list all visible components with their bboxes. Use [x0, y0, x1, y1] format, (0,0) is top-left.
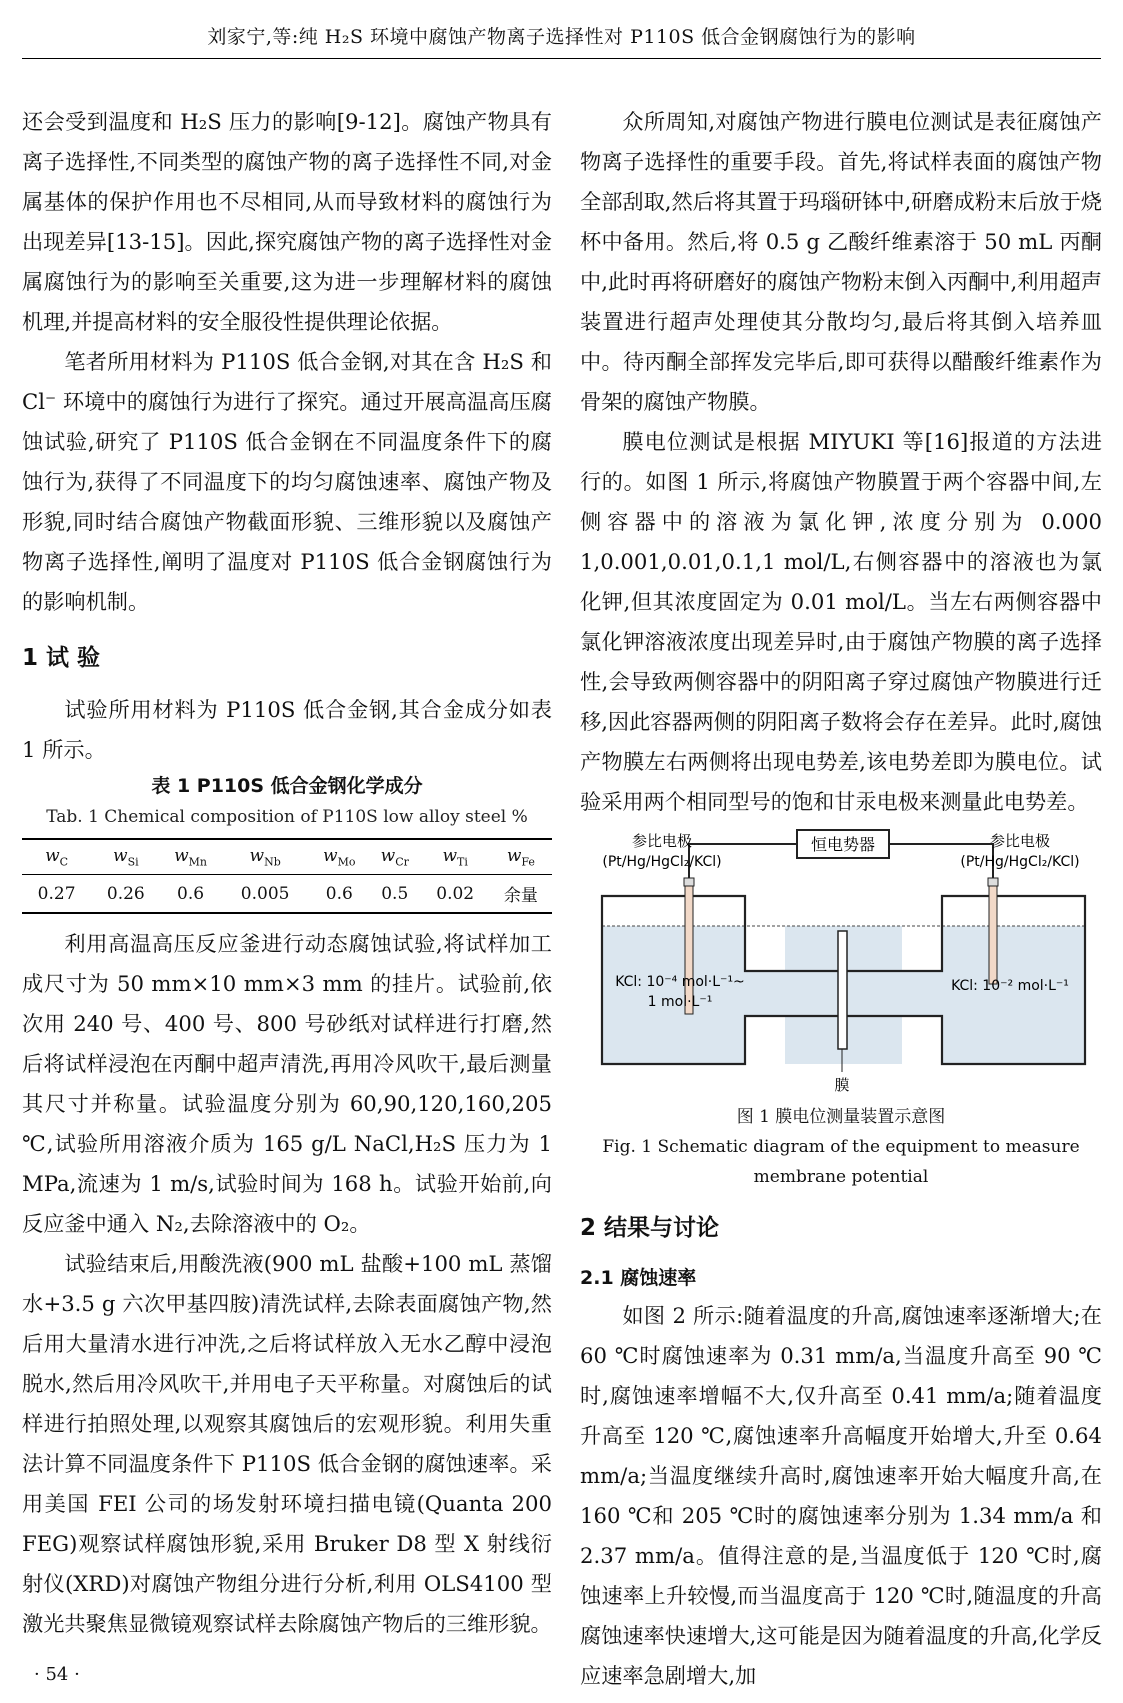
- running-header: 刘家宁,等:纯 H₂S 环境中腐蚀产物离子选择性对 P110S 低合金钢腐蚀行为的影响: [207, 26, 916, 48]
- table-header: $w_{Nb}$: [221, 839, 310, 875]
- table-header: $w_C$: [22, 839, 91, 875]
- membrane: [838, 931, 847, 1049]
- table-header: $w_{Cr}$: [369, 839, 421, 875]
- figure-1: [580, 826, 1102, 1096]
- kcl-left-label-2: 1 mol·L⁻¹: [647, 994, 713, 1010]
- table-header: $w_{Mn}$: [160, 839, 220, 875]
- reference-electrode-right: [989, 886, 997, 984]
- paragraph: 试验结束后,用酸洗液(900 mL 盐酸+100 mL 蒸馏水+3.5 g 六次甲基四胺)清洗试样,去除表面腐蚀产物,然后用大量清水进行冲洗,之后将试样放入无水乙醇中浸泡脱水,然后用冷风吹干,并用电子天平称量。对腐蚀后的试样进行拍照处理,以观察其腐蚀后的宏观形貌。利用失重法计算不同温度条件下 P110S 低合金钢的腐蚀速率。采用美国 FEI 公司的场发射环境扫描电镜(Quanta 200 FEG)观察试样腐蚀形貌,采用 Bruker D8 型 X 射线衍射仪(XRD)对腐蚀产物组分进行分析,利用 OLS4100 型激光共聚焦显微镜观察试样去除腐蚀产物后的三维形貌。: [22, 1251, 552, 1637]
- figure-caption-en-2: membrane potential: [753, 1167, 929, 1187]
- table-header: $w_{Si}$: [91, 839, 160, 875]
- header-rule: [22, 58, 1101, 59]
- table-header: $w_{Fe}$: [490, 839, 552, 875]
- right-column: [580, 102, 1102, 1696]
- table-cell: 余量: [490, 875, 552, 914]
- kcl-right-label: KCl: 10⁻² mol·L⁻¹: [951, 978, 1069, 994]
- table-row: [22, 875, 552, 914]
- section-heading-1: 1 试 验: [22, 645, 101, 671]
- membrane-apparatus-diagram: [580, 826, 1102, 1096]
- ref-electrode-left-label: 参比电极: [631, 832, 693, 850]
- table-caption-en: Tab. 1 Chemical composition of P110S low alloy steel %: [46, 807, 528, 827]
- table-header: $w_{Mo}$: [310, 839, 369, 875]
- paragraph: 利用高温高压反应釜进行动态腐蚀试验,将试样加工成尺寸为 50 mm×10 mm×3 mm 的挂片。试验前,依次用 240 号、400 号、800 号砂纸对试样进行打磨,然后将试样浸泡在丙酮中超声清洗,再用冷风吹干,最后测量其尺寸并称量。试验温度分别为 60,90,120,160,205 ℃,试验所用溶液介质为 165 g/L NaCl,H₂S 压力为 1 MPa,流速为 1 m/s,试验时间为 168 h。试验开始前,向反应釜中通入 N₂,去除溶液中的 O₂。: [22, 931, 552, 1237]
- table-cell: 0.27: [22, 875, 91, 914]
- composition-table: [22, 838, 552, 914]
- paragraph: 众所周知,对腐蚀产物进行膜电位测试是表征腐蚀产物离子选择性的重要手段。首先,将试样表面的腐蚀产物全部刮取,然后将其置于玛瑙研钵中,研磨成粉末后放于烧杯中备用。然后,将 0.5 g 乙酸纤维素溶于 50 mL 丙酮中,此时再将研磨好的腐蚀产物粉末倒入丙酮中,利用超声装置进行超声处理使其分散均匀,最后将其倒入培养皿中。待丙酮全部挥发完毕后,即可获得以醋酸纤维素作为骨架的腐蚀产物膜。: [580, 109, 1102, 414]
- electrode-cap-left: [684, 878, 694, 886]
- figure-caption-en: Fig. 1 Schematic diagram of the equipment to measure: [602, 1137, 1080, 1157]
- table-cell: 0.6: [310, 875, 369, 914]
- ref-electrode-right-formula: (Pt/Hg/HgCl₂/KCl): [960, 854, 1080, 870]
- table-cell: 0.005: [221, 875, 310, 914]
- potentiostat-label: 恒电势器: [810, 835, 876, 854]
- membrane-label: 膜: [834, 1076, 850, 1094]
- paragraph: 如图 2 所示:随着温度的升高,腐蚀速率逐渐增大;在 60 ℃时腐蚀速率为 0.31 mm/a,当温度升高至 90 ℃时,腐蚀速率增幅不大,仅升高至 0.41 mm/a;随着温度升高至 120 ℃,腐蚀速率升高幅度开始增大,升至 0.64 mm/a;当温度继续升高时,腐蚀速率开始大幅度升高,在 160 ℃和 205 ℃时的腐蚀速率分别为 1.34 mm/a 和 2.37 mm/a。值得注意的是,当温度低于 120 ℃时,腐蚀速率上升较慢,而当温度高于 120 ℃时,随温度的升高腐蚀速率快速增大,这可能是因为随着温度的升高,化学反应速率急剧增大,加: [580, 1303, 1102, 1688]
- ref-electrode-right-label: 参比电极: [989, 832, 1051, 850]
- section-heading-2: 2 结果与讨论: [580, 1215, 720, 1241]
- left-column: [22, 102, 552, 1644]
- electrode-cap-right: [988, 878, 998, 886]
- table-cell: 0.5: [369, 875, 421, 914]
- paragraph: 还会受到温度和 H₂S 压力的影响[9-12]。腐蚀产物具有离子选择性,不同类型的腐蚀产物的离子选择性不同,对金属基体的保护作用也不尽相同,从而导致材料的腐蚀行为出现差异[13-15]。因此,探究腐蚀产物的离子选择性对金属腐蚀行为的影响至关重要,这为进一步理解材料的腐蚀机理,并提高材料的安全服役性提供理论依据。: [22, 109, 552, 334]
- kcl-left-label: KCl: 10⁻⁴ mol·L⁻¹~: [615, 974, 745, 990]
- table-header: $w_{Ti}$: [421, 839, 490, 875]
- table-caption: 表 1 P110S 低合金钢化学成分: [151, 775, 423, 797]
- ref-electrode-left-formula: (Pt/Hg/HgCl₂/KCl): [602, 854, 722, 870]
- paragraph: 试验所用材料为 P110S 低合金钢,其合金成分如表 1 所示。: [22, 697, 552, 762]
- paragraph: 笔者所用材料为 P110S 低合金钢,对其在含 H₂S 和 Cl⁻ 环境中的腐蚀行为进行了探究。通过开展高温高压腐蚀试验,研究了 P110S 低合金钢在不同温度条件下的腐蚀行为,获得了不同温度下的均匀腐蚀速率、腐蚀产物及形貌,同时结合腐蚀产物截面形貌、三维形貌以及腐蚀产物离子选择性,阐明了温度对 P110S 低合金钢腐蚀行为的影响机制。: [22, 349, 552, 614]
- figure-caption: 图 1 膜电位测量装置示意图: [736, 1107, 946, 1127]
- subsection-heading-2-1: 2.1 腐蚀速率: [580, 1267, 697, 1289]
- table-cell: 0.6: [160, 875, 220, 914]
- paragraph: 膜电位测试是根据 MIYUKI 等[16]报道的方法进行的。如图 1 所示,将腐蚀产物膜置于两个容器中间,左侧容器中的溶液为氯化钾,浓度分别为 0.000 1,0.001,0.01,0.1,1 mol/L,右侧容器中的溶液也为氯化钾,但其浓度固定为 0.01 mol/L。当左右两侧容器中氯化钾溶液浓度出现差异时,由于腐蚀产物膜的离子选择性,会导致两侧容器中的阴阳离子穿过腐蚀产物膜进行迁移,因此容器两侧的阴阳离子数将会存在差异。此时,腐蚀产物膜左右两侧将出现电势差,该电势差即为膜电位。试验采用两个相同型号的饱和甘汞电极来测量此电势差。: [580, 429, 1102, 814]
- table-cell: 0.26: [91, 875, 160, 914]
- table-cell: 0.02: [421, 875, 490, 914]
- page-number: · 54 ·: [34, 1664, 80, 1685]
- table-header-row: [22, 839, 552, 875]
